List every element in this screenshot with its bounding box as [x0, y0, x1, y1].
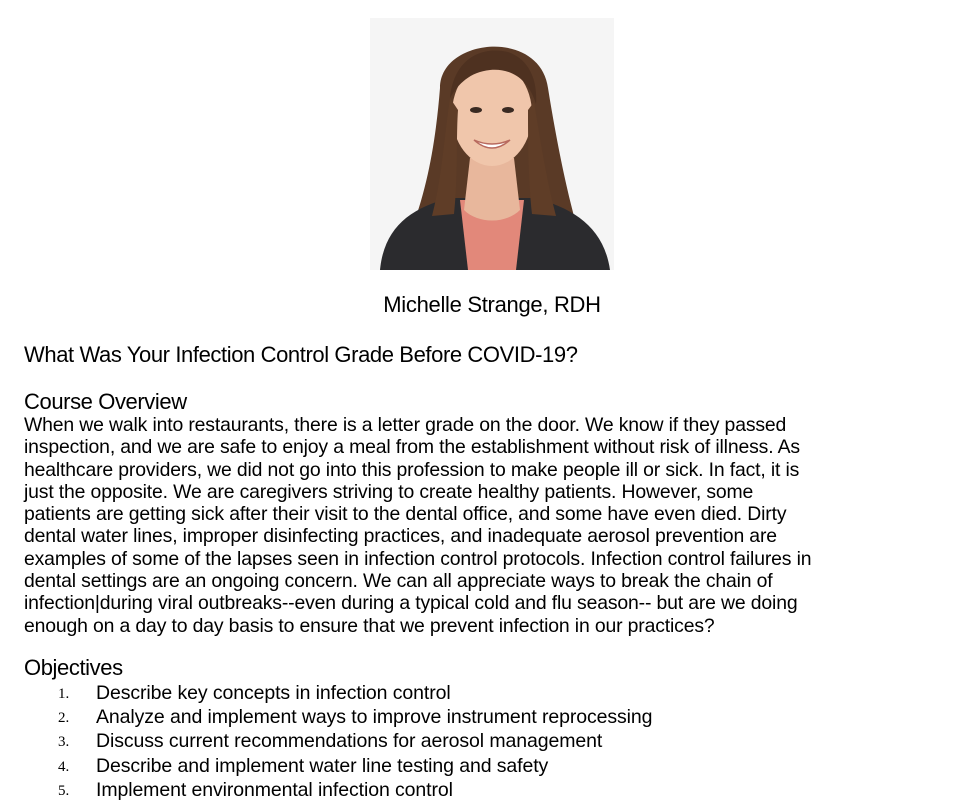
objective-number: 1. — [58, 686, 70, 702]
course-title: What Was Your Infection Control Grade Before COVID-19? — [24, 342, 578, 367]
overview-line: inspection, and we are safe to enjoy a meal from the establishment without risk of illness. As — [24, 436, 800, 459]
objective-number: 3. — [58, 734, 70, 751]
overview-line: infection|during viral outbreaks--even during a typical cold and flu season-- but are we doing — [24, 592, 798, 615]
objective-text: Implement environmental infection control — [96, 778, 453, 801]
objective-number: 5. — [58, 782, 70, 799]
overview-line: dental water lines, improper disinfecting practices, and inadequate aerosol prevention are — [24, 525, 777, 548]
overview-line: enough on a day to day basis to ensure that we prevent infection in our practices? — [24, 614, 715, 637]
course-overview-heading: Course Overview — [24, 389, 187, 414]
objective-number: 4. — [58, 758, 70, 775]
objective-text: Discuss current recommendations for aerosol management — [96, 730, 603, 753]
overview-line: When we walk into restaurants, there is a letter grade on the door. We know if they passed — [24, 414, 787, 436]
woman-headshot-photo-icon — [370, 18, 614, 270]
overview-line: just the opposite. We are caregivers striving to create healthy patients. However, some — [24, 480, 754, 503]
objective-text: Describe key concepts in infection control — [96, 682, 451, 704]
objective-number: 2. — [58, 710, 70, 727]
speaker-name: Michelle Strange, RDH — [383, 292, 601, 317]
overview-line: dental settings are an ongoing concern. We can all appreciate ways to break the chain of — [24, 570, 773, 593]
objectives-heading: Objectives — [24, 655, 123, 680]
speaker-photo — [370, 18, 614, 270]
objective-text: Describe and implement water line testing and safety — [96, 754, 549, 777]
overview-line: healthcare providers, we did not go into this profession to make people ill or sick. In fact, it is — [24, 458, 800, 481]
overview-line: examples of some of the lapses seen in infection control protocols. Infection control failures in — [24, 547, 812, 570]
objective-text: Analyze and implement ways to improve instrument reprocessing — [96, 706, 653, 729]
overview-line: patients are getting sick after their visit to the dental office, and some have even died. Dirty — [24, 503, 787, 526]
course-overview-text — [24, 414, 958, 637]
